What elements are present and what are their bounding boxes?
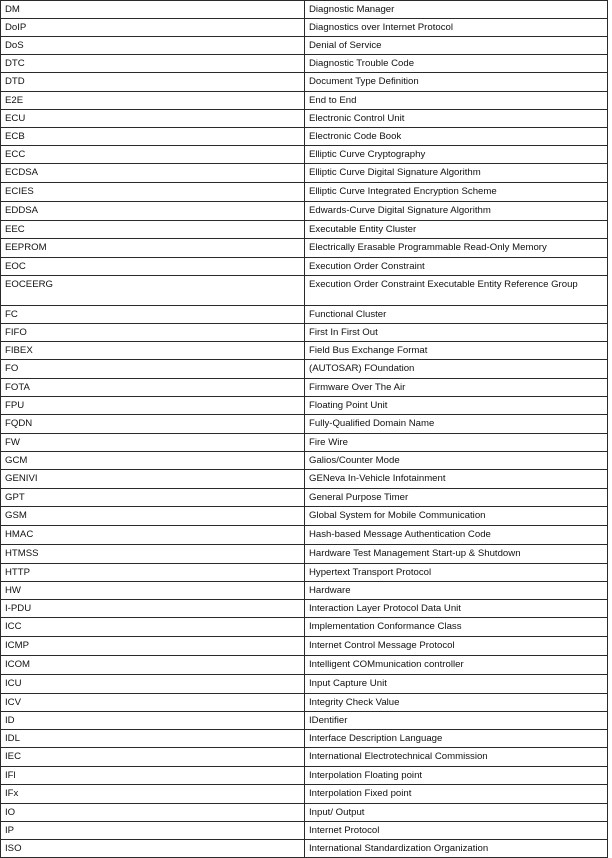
- meaning-text: Fully-Qualified Domain Name: [309, 418, 435, 429]
- meaning-text: Hardware Test Management Start-up & Shutdown: [309, 548, 521, 559]
- abbreviation-cell: [1, 785, 305, 804]
- meaning-text: International Electrotechnical Commission: [309, 751, 488, 762]
- abbreviation-cell: [1, 748, 305, 767]
- meaning-text: Electrically Erasable Programmable Read-Only Memory: [309, 242, 547, 253]
- abbreviation-cell: [1, 618, 305, 637]
- meaning-text: Document Type Definition: [309, 76, 419, 87]
- meaning-text: Hypertext Transport Protocol: [309, 567, 432, 578]
- table-row: [1, 55, 608, 73]
- meaning-text: Floating Point Unit: [309, 400, 388, 411]
- abbreviation-text: EOC: [5, 261, 26, 272]
- meaning-cell: [305, 128, 608, 146]
- table-row: [1, 146, 608, 164]
- table-row: [1, 489, 608, 507]
- abbreviation-cell: [1, 37, 305, 55]
- meaning-text: Interpolation Fixed point: [309, 788, 412, 799]
- abbreviation-text: HTMSS: [5, 548, 39, 559]
- meaning-cell: [305, 239, 608, 258]
- meaning-cell: [305, 452, 608, 470]
- meaning-cell: [305, 712, 608, 730]
- table-row: [1, 92, 608, 110]
- meaning-cell: [305, 507, 608, 526]
- meaning-text: Integrity Check Value: [309, 697, 400, 708]
- table-row: [1, 452, 608, 470]
- meaning-cell: [305, 258, 608, 276]
- abbreviation-text: E2E: [5, 95, 24, 106]
- abbreviation-text: FO: [5, 363, 19, 374]
- meaning-cell: [305, 804, 608, 822]
- table-row: [1, 73, 608, 92]
- meaning-text: Galios/Counter Mode: [309, 455, 400, 466]
- meaning-cell: [305, 37, 608, 55]
- meaning-text: Elliptic Curve Digital Signature Algorithm: [309, 167, 481, 178]
- meaning-text: Execution Order Constraint Executable Entity Reference Group: [309, 279, 578, 290]
- abbreviation-cell: [1, 146, 305, 164]
- table-row: [1, 694, 608, 712]
- meaning-cell: [305, 1, 608, 19]
- abbreviation-text: FW: [5, 437, 20, 448]
- meaning-text: Field Bus Exchange Format: [309, 345, 428, 356]
- meaning-text: Internet Control Message Protocol: [309, 640, 455, 651]
- table-row: [1, 110, 608, 128]
- table-row: [1, 545, 608, 564]
- meaning-cell: [305, 306, 608, 324]
- meaning-cell: [305, 221, 608, 239]
- meaning-cell: [305, 110, 608, 128]
- abbreviation-text: IO: [5, 807, 16, 818]
- abbreviation-text: HMAC: [5, 529, 34, 540]
- abbreviation-text: IFx: [5, 788, 19, 799]
- abbreviation-text: FOTA: [5, 382, 30, 393]
- meaning-cell: [305, 564, 608, 582]
- abbreviation-text: IEC: [5, 751, 21, 762]
- abbreviation-cell: [1, 767, 305, 785]
- meaning-text: Intelligent COMmunication controller: [309, 659, 464, 670]
- table-row: [1, 767, 608, 785]
- abbreviation-text: ECU: [5, 113, 26, 124]
- table-row: [1, 785, 608, 804]
- abbreviation-text: ECIES: [5, 186, 34, 197]
- meaning-text: IDentifier: [309, 715, 348, 726]
- meaning-text: Hardware: [309, 585, 351, 596]
- abbreviation-cell: [1, 110, 305, 128]
- meaning-cell: [305, 434, 608, 452]
- table-row: [1, 637, 608, 656]
- meaning-cell: [305, 582, 608, 600]
- abbreviation-cell: [1, 202, 305, 221]
- meaning-text: Interpolation Floating point: [309, 770, 423, 781]
- meaning-text: Implementation Conformance Class: [309, 621, 462, 632]
- meaning-text: Firmware Over The Air: [309, 382, 406, 393]
- abbreviation-text: HW: [5, 585, 21, 596]
- abbreviation-text: GPT: [5, 492, 25, 503]
- meaning-cell: [305, 656, 608, 675]
- table-row: [1, 239, 608, 258]
- meaning-cell: [305, 489, 608, 507]
- abbreviation-cell: [1, 73, 305, 92]
- abbreviation-cell: [1, 822, 305, 840]
- abbreviation-text: IP: [5, 825, 15, 836]
- abbreviation-text: DM: [5, 4, 20, 15]
- abbreviation-cell: [1, 712, 305, 730]
- abbreviation-cell: [1, 489, 305, 507]
- abbreviation-cell: [1, 470, 305, 489]
- table-row: [1, 1, 608, 19]
- table-row: [1, 397, 608, 415]
- abbreviation-cell: [1, 694, 305, 712]
- table-row: [1, 822, 608, 840]
- abbreviation-text: EEC: [5, 224, 25, 235]
- table-row: [1, 306, 608, 324]
- table-row: [1, 19, 608, 37]
- meaning-text: Execution Order Constraint: [309, 261, 425, 272]
- meaning-text: Elliptic Curve Integrated Encryption Scheme: [309, 186, 497, 197]
- table-row: [1, 164, 608, 183]
- meaning-cell: [305, 146, 608, 164]
- abbreviation-cell: [1, 804, 305, 822]
- meaning-text: (AUTOSAR) FOundation: [309, 363, 415, 374]
- meaning-text: General Purpose Timer: [309, 492, 409, 503]
- abbreviation-text: FIBEX: [5, 345, 33, 356]
- abbreviation-cell: [1, 258, 305, 276]
- meaning-text: Functional Cluster: [309, 309, 387, 320]
- meaning-cell: [305, 73, 608, 92]
- abbreviation-cell: [1, 526, 305, 545]
- table-row: [1, 128, 608, 146]
- meaning-cell: [305, 164, 608, 183]
- meaning-cell: [305, 183, 608, 202]
- abbreviation-text: GENIVI: [5, 473, 38, 484]
- abbreviation-text: DTD: [5, 76, 25, 87]
- abbreviation-cell: [1, 92, 305, 110]
- abbreviation-cell: [1, 564, 305, 582]
- abbreviation-text: EOCEERG: [5, 279, 53, 290]
- meaning-text: Edwards-Curve Digital Signature Algorithm: [309, 205, 491, 216]
- table-row: [1, 712, 608, 730]
- abbreviation-text: ECC: [5, 149, 26, 160]
- meaning-cell: [305, 637, 608, 656]
- abbreviation-text: IFl: [5, 770, 16, 781]
- table-row: [1, 470, 608, 489]
- meaning-cell: [305, 92, 608, 110]
- abbreviation-cell: [1, 730, 305, 748]
- meaning-cell: [305, 694, 608, 712]
- abbreviation-cell: [1, 397, 305, 415]
- table-row: [1, 600, 608, 618]
- table-row: [1, 434, 608, 452]
- meaning-cell: [305, 379, 608, 397]
- abbreviation-text: ECB: [5, 131, 25, 142]
- abbreviation-cell: [1, 342, 305, 360]
- abbreviation-text: ID: [5, 715, 15, 726]
- abbreviation-text: DoS: [5, 40, 24, 51]
- meaning-cell: [305, 202, 608, 221]
- abbreviation-text: GSM: [5, 510, 27, 521]
- table-row: [1, 618, 608, 637]
- abbreviation-text: GCM: [5, 455, 28, 466]
- meaning-text: Input/ Output: [309, 807, 365, 818]
- abbreviation-cell: [1, 164, 305, 183]
- meaning-cell: [305, 342, 608, 360]
- meaning-text: First In First Out: [309, 327, 378, 338]
- abbreviation-cell: [1, 324, 305, 342]
- abbreviation-text: IDL: [5, 733, 20, 744]
- abbreviation-text: EDDSA: [5, 205, 39, 216]
- meaning-text: Elliptic Curve Cryptography: [309, 149, 426, 160]
- meaning-text: Electronic Control Unit: [309, 113, 405, 124]
- meaning-text: Input Capture Unit: [309, 678, 387, 689]
- meaning-cell: [305, 526, 608, 545]
- table-row: [1, 415, 608, 434]
- abbreviation-cell: [1, 545, 305, 564]
- table-row: [1, 379, 608, 397]
- table-row: [1, 37, 608, 55]
- meaning-text: GENeva In-Vehicle Infotainment: [309, 473, 446, 484]
- abbreviation-cell: [1, 840, 305, 858]
- meaning-cell: [305, 397, 608, 415]
- meaning-text: Diagnostic Manager: [309, 4, 395, 15]
- meaning-cell: [305, 840, 608, 858]
- abbreviation-cell: [1, 19, 305, 37]
- table-row: [1, 324, 608, 342]
- table-row: [1, 342, 608, 360]
- abbreviation-cell: [1, 637, 305, 656]
- meaning-text: End to End: [309, 95, 357, 106]
- abbreviation-cell: [1, 600, 305, 618]
- abbreviation-text: DoIP: [5, 22, 27, 33]
- table-row: [1, 582, 608, 600]
- meaning-cell: [305, 785, 608, 804]
- abbreviation-cell: [1, 656, 305, 675]
- meaning-cell: [305, 324, 608, 342]
- abbreviation-cell: [1, 582, 305, 600]
- meaning-cell: [305, 618, 608, 637]
- abbreviation-cell: [1, 306, 305, 324]
- abbreviation-cell: [1, 379, 305, 397]
- abbreviation-text: ISO: [5, 843, 22, 854]
- abbreviations-table-body: [1, 1, 608, 858]
- meaning-text: Fire Wire: [309, 437, 348, 448]
- abbreviation-cell: [1, 1, 305, 19]
- meaning-cell: [305, 600, 608, 618]
- table-row: [1, 221, 608, 239]
- abbreviation-cell: [1, 360, 305, 379]
- abbreviation-text: EEPROM: [5, 242, 47, 253]
- abbreviation-cell: [1, 183, 305, 202]
- meaning-text: Diagnostics over Internet Protocol: [309, 22, 453, 33]
- table-row: [1, 258, 608, 276]
- abbreviation-text: FIFO: [5, 327, 27, 338]
- table-row: [1, 675, 608, 694]
- abbreviation-text: ICMP: [5, 640, 29, 651]
- table-row: [1, 507, 608, 526]
- abbreviation-text: FPU: [5, 400, 25, 411]
- meaning-cell: [305, 545, 608, 564]
- meaning-cell: [305, 360, 608, 379]
- abbreviation-cell: [1, 415, 305, 434]
- table-row: [1, 656, 608, 675]
- abbreviation-text: DTC: [5, 58, 25, 69]
- abbreviation-text: FC: [5, 309, 18, 320]
- table-row: [1, 564, 608, 582]
- meaning-text: Diagnostic Trouble Code: [309, 58, 415, 69]
- abbreviation-text: I-PDU: [5, 603, 32, 614]
- table-row: [1, 276, 608, 306]
- meaning-text: Global System for Mobile Communication: [309, 510, 486, 521]
- meaning-cell: [305, 276, 608, 306]
- meaning-cell: [305, 415, 608, 434]
- abbreviation-cell: [1, 239, 305, 258]
- meaning-text: Electronic Code Book: [309, 131, 402, 142]
- abbreviation-text: ICC: [5, 621, 22, 632]
- meaning-cell: [305, 730, 608, 748]
- abbreviation-text: FQDN: [5, 418, 33, 429]
- abbreviation-cell: [1, 434, 305, 452]
- table-row: [1, 202, 608, 221]
- meaning-cell: [305, 55, 608, 73]
- abbreviation-cell: [1, 221, 305, 239]
- abbreviation-text: ICOM: [5, 659, 31, 670]
- meaning-text: Executable Entity Cluster: [309, 224, 417, 235]
- table-row: [1, 730, 608, 748]
- meaning-text: International Standardization Organization: [309, 843, 489, 854]
- abbreviation-cell: [1, 55, 305, 73]
- table-row: [1, 804, 608, 822]
- abbreviation-cell: [1, 507, 305, 526]
- abbreviation-text: ICU: [5, 678, 22, 689]
- meaning-cell: [305, 822, 608, 840]
- meaning-cell: [305, 19, 608, 37]
- table-row: [1, 183, 608, 202]
- meaning-text: Internet Protocol: [309, 825, 380, 836]
- table-row: [1, 840, 608, 858]
- meaning-cell: [305, 675, 608, 694]
- abbreviation-cell: [1, 452, 305, 470]
- abbreviation-cell: [1, 128, 305, 146]
- meaning-text: Interaction Layer Protocol Data Unit: [309, 603, 461, 614]
- abbreviation-cell: [1, 675, 305, 694]
- meaning-text: Interface Description Language: [309, 733, 443, 744]
- abbreviation-text: ECDSA: [5, 167, 39, 178]
- abbreviation-text: ICV: [5, 697, 21, 708]
- meaning-cell: [305, 470, 608, 489]
- abbreviation-text: HTTP: [5, 567, 31, 578]
- abbreviation-cell: [1, 276, 305, 306]
- table-row: [1, 748, 608, 767]
- table-row: [1, 526, 608, 545]
- table-row: [1, 360, 608, 379]
- meaning-text: Denial of Service: [309, 40, 382, 51]
- meaning-text: Hash-based Message Authentication Code: [309, 529, 491, 540]
- meaning-cell: [305, 767, 608, 785]
- meaning-cell: [305, 748, 608, 767]
